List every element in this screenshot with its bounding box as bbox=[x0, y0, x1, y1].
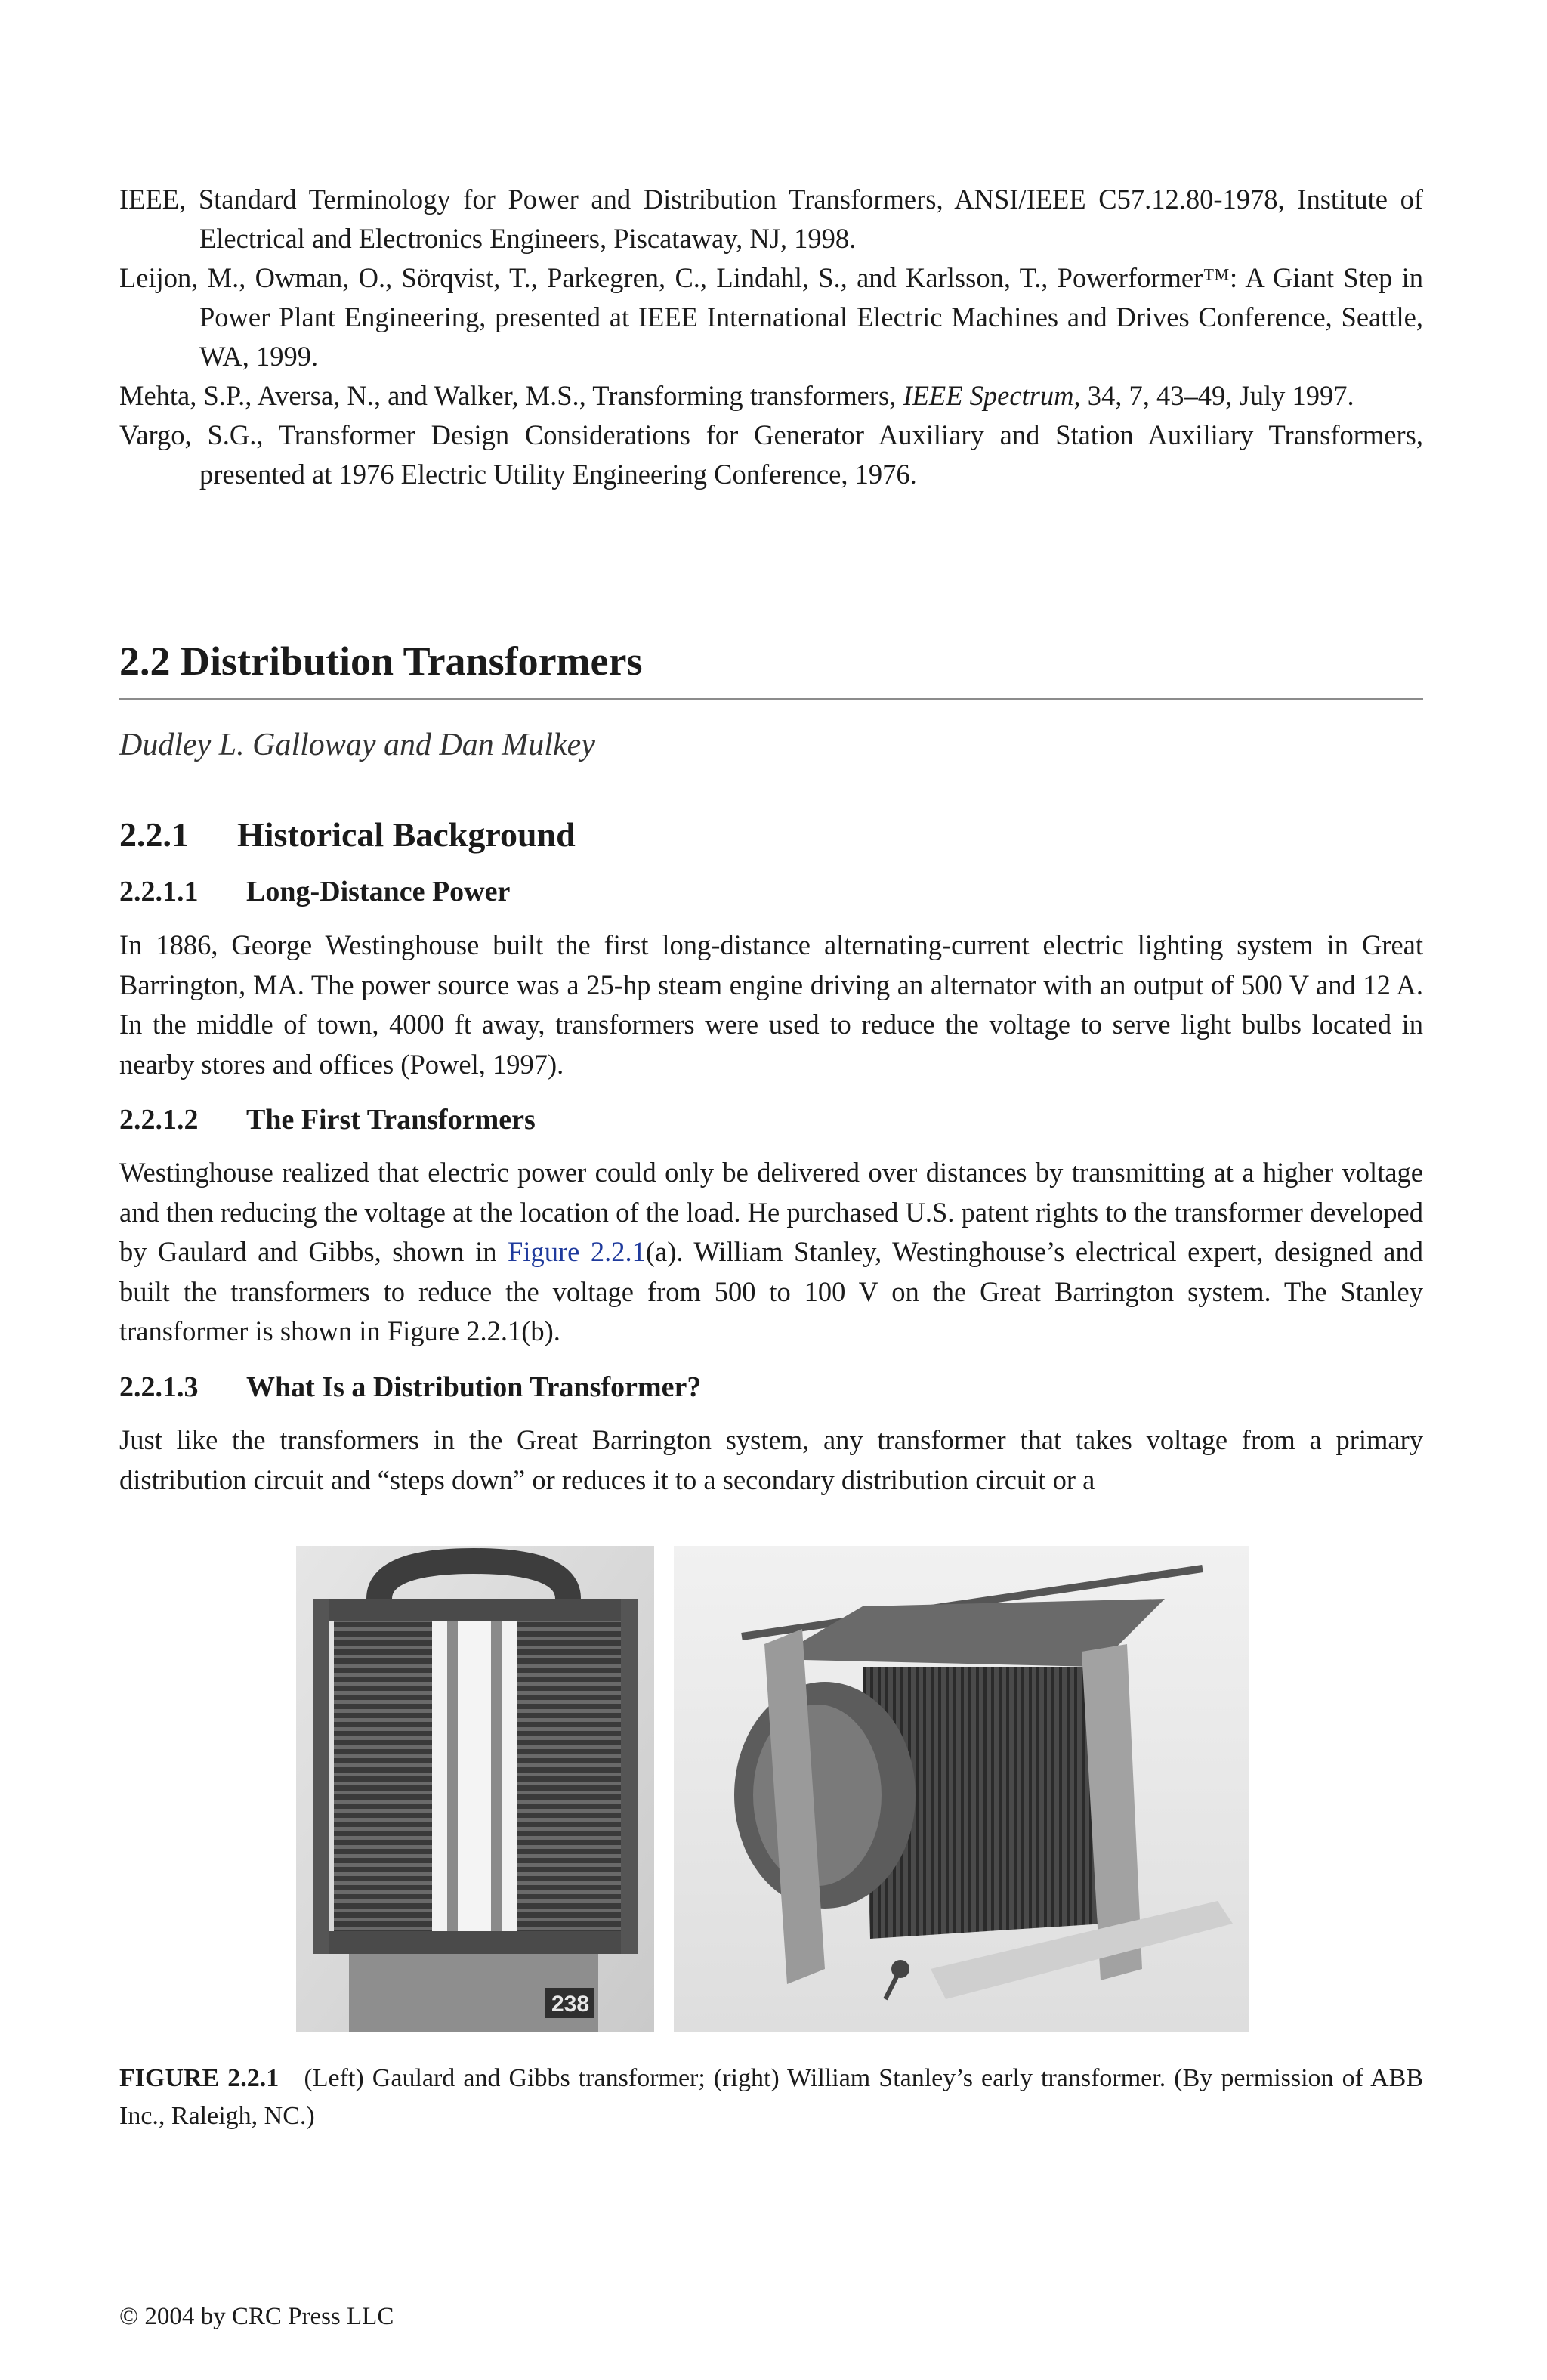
heading-title: What Is a Distribution Transformer? bbox=[246, 1371, 702, 1403]
figure-image-gaulard-gibbs bbox=[296, 1546, 654, 2032]
reference-text: , 34, 7, 43–49, July 1997. bbox=[1073, 380, 1354, 411]
figure-image-stanley bbox=[674, 1546, 1249, 2032]
gaulard-gibbs-photo bbox=[296, 1546, 654, 2032]
subsection-title: Historical Background bbox=[237, 815, 576, 854]
subsection-heading bbox=[119, 814, 576, 855]
subsubsection-heading bbox=[119, 1103, 536, 1136]
paragraph: Just like the transformers in the Great Barrington system, any transformer that takes voltage from a primary distribution circuit and “steps down” or reduces it to a secondary distribution circuit or a bbox=[119, 1424, 1423, 1495]
journal-name: IEEE Spectrum bbox=[903, 380, 1074, 411]
reference-item: Leijon, M., Owman, O., Sörqvist, T., Parkegren, C., Lindahl, S., and Karlsson, T., Powerformer™: A Giant Step in Power Plant Engineering, presented at IEEE International Electric Machines and Drives Conference, Seattle, WA, 1999. bbox=[119, 262, 1423, 372]
photo-tag: 238 bbox=[551, 1992, 590, 2017]
paragraph-text: (a). William Stanley, Westinghouse’s electrical expert, designed and built the transformers to reduce the voltage from 500 to 100 V on the Great Barrington system. The Stanley transformer is shown in Figure 2.2.1(b). bbox=[119, 1236, 1424, 1346]
heading-title: Long-Distance Power bbox=[246, 876, 511, 907]
section-authors: Dudley L. Galloway and Dan Mulkey bbox=[119, 728, 595, 762]
subsection-number: 2.2.1 bbox=[119, 815, 189, 854]
reference-item: Vargo, S.G., Transformer Design Considerations for Generator Auxiliary and Station Auxiliary Transformers, presented at 1976 Electric Utility Engineering Conference, 1976. bbox=[119, 419, 1423, 490]
figure-label: FIGURE 2.2.1 bbox=[119, 2064, 279, 2092]
paragraph-text: Westinghouse realized that electric power could only be delivered over distances by transmitting at a higher voltage and then reducing the voltage at the location of the load. He purchased U.S. patent rights to the transformer developed by Gaulard and Gibbs, shown in bbox=[119, 1157, 1423, 1267]
paragraph: In 1886, George Westinghouse built the first long-distance alternating-current electric lighting system in Great Barrington, MA. The power source was a 25-hp steam engine driving an alternator with an output of 500 V and 12 A. In the middle of town, 4000 ft away, transformers were used to reduce the voltage to serve light bulbs located in nearby stores and offices (Powel, 1997). bbox=[119, 929, 1423, 1080]
reference-item: IEEE, Standard Terminology for Power and Distribution Transformers, ANSI/IEEE C57.12.80-1978, Institute of Electrical and Electronics Engineers, Piscataway, NJ, 1998. bbox=[119, 184, 1423, 254]
figure-caption bbox=[119, 2060, 1423, 2135]
subsubsection-heading bbox=[119, 875, 510, 908]
heading-title: The First Transformers bbox=[246, 1104, 536, 1136]
reference-item bbox=[119, 376, 1423, 416]
heading-number: 2.2.1.3 bbox=[119, 1371, 199, 1403]
reference-list bbox=[119, 180, 1423, 494]
section-title: 2.2 Distribution Transformers bbox=[119, 635, 1423, 700]
stanley-transformer-photo bbox=[674, 1546, 1249, 2032]
subsubsection-heading bbox=[119, 1371, 701, 1404]
heading-number: 2.2.1.2 bbox=[119, 1104, 199, 1136]
heading-number: 2.2.1.1 bbox=[119, 876, 199, 907]
reference-text: Mehta, S.P., Aversa, N., and Walker, M.S., Transforming transformers, bbox=[119, 380, 903, 411]
figure-link[interactable]: Figure 2.2.1 bbox=[508, 1236, 646, 1267]
caption-text: (Left) Gaulard and Gibbs transformer; (right) William Stanley’s early transformer. (By permission of ABB Inc., Raleigh, NC.) bbox=[119, 2064, 1424, 2130]
paragraph bbox=[119, 1153, 1423, 1352]
copyright-footer: © 2004 by CRC Press LLC bbox=[119, 2303, 394, 2330]
